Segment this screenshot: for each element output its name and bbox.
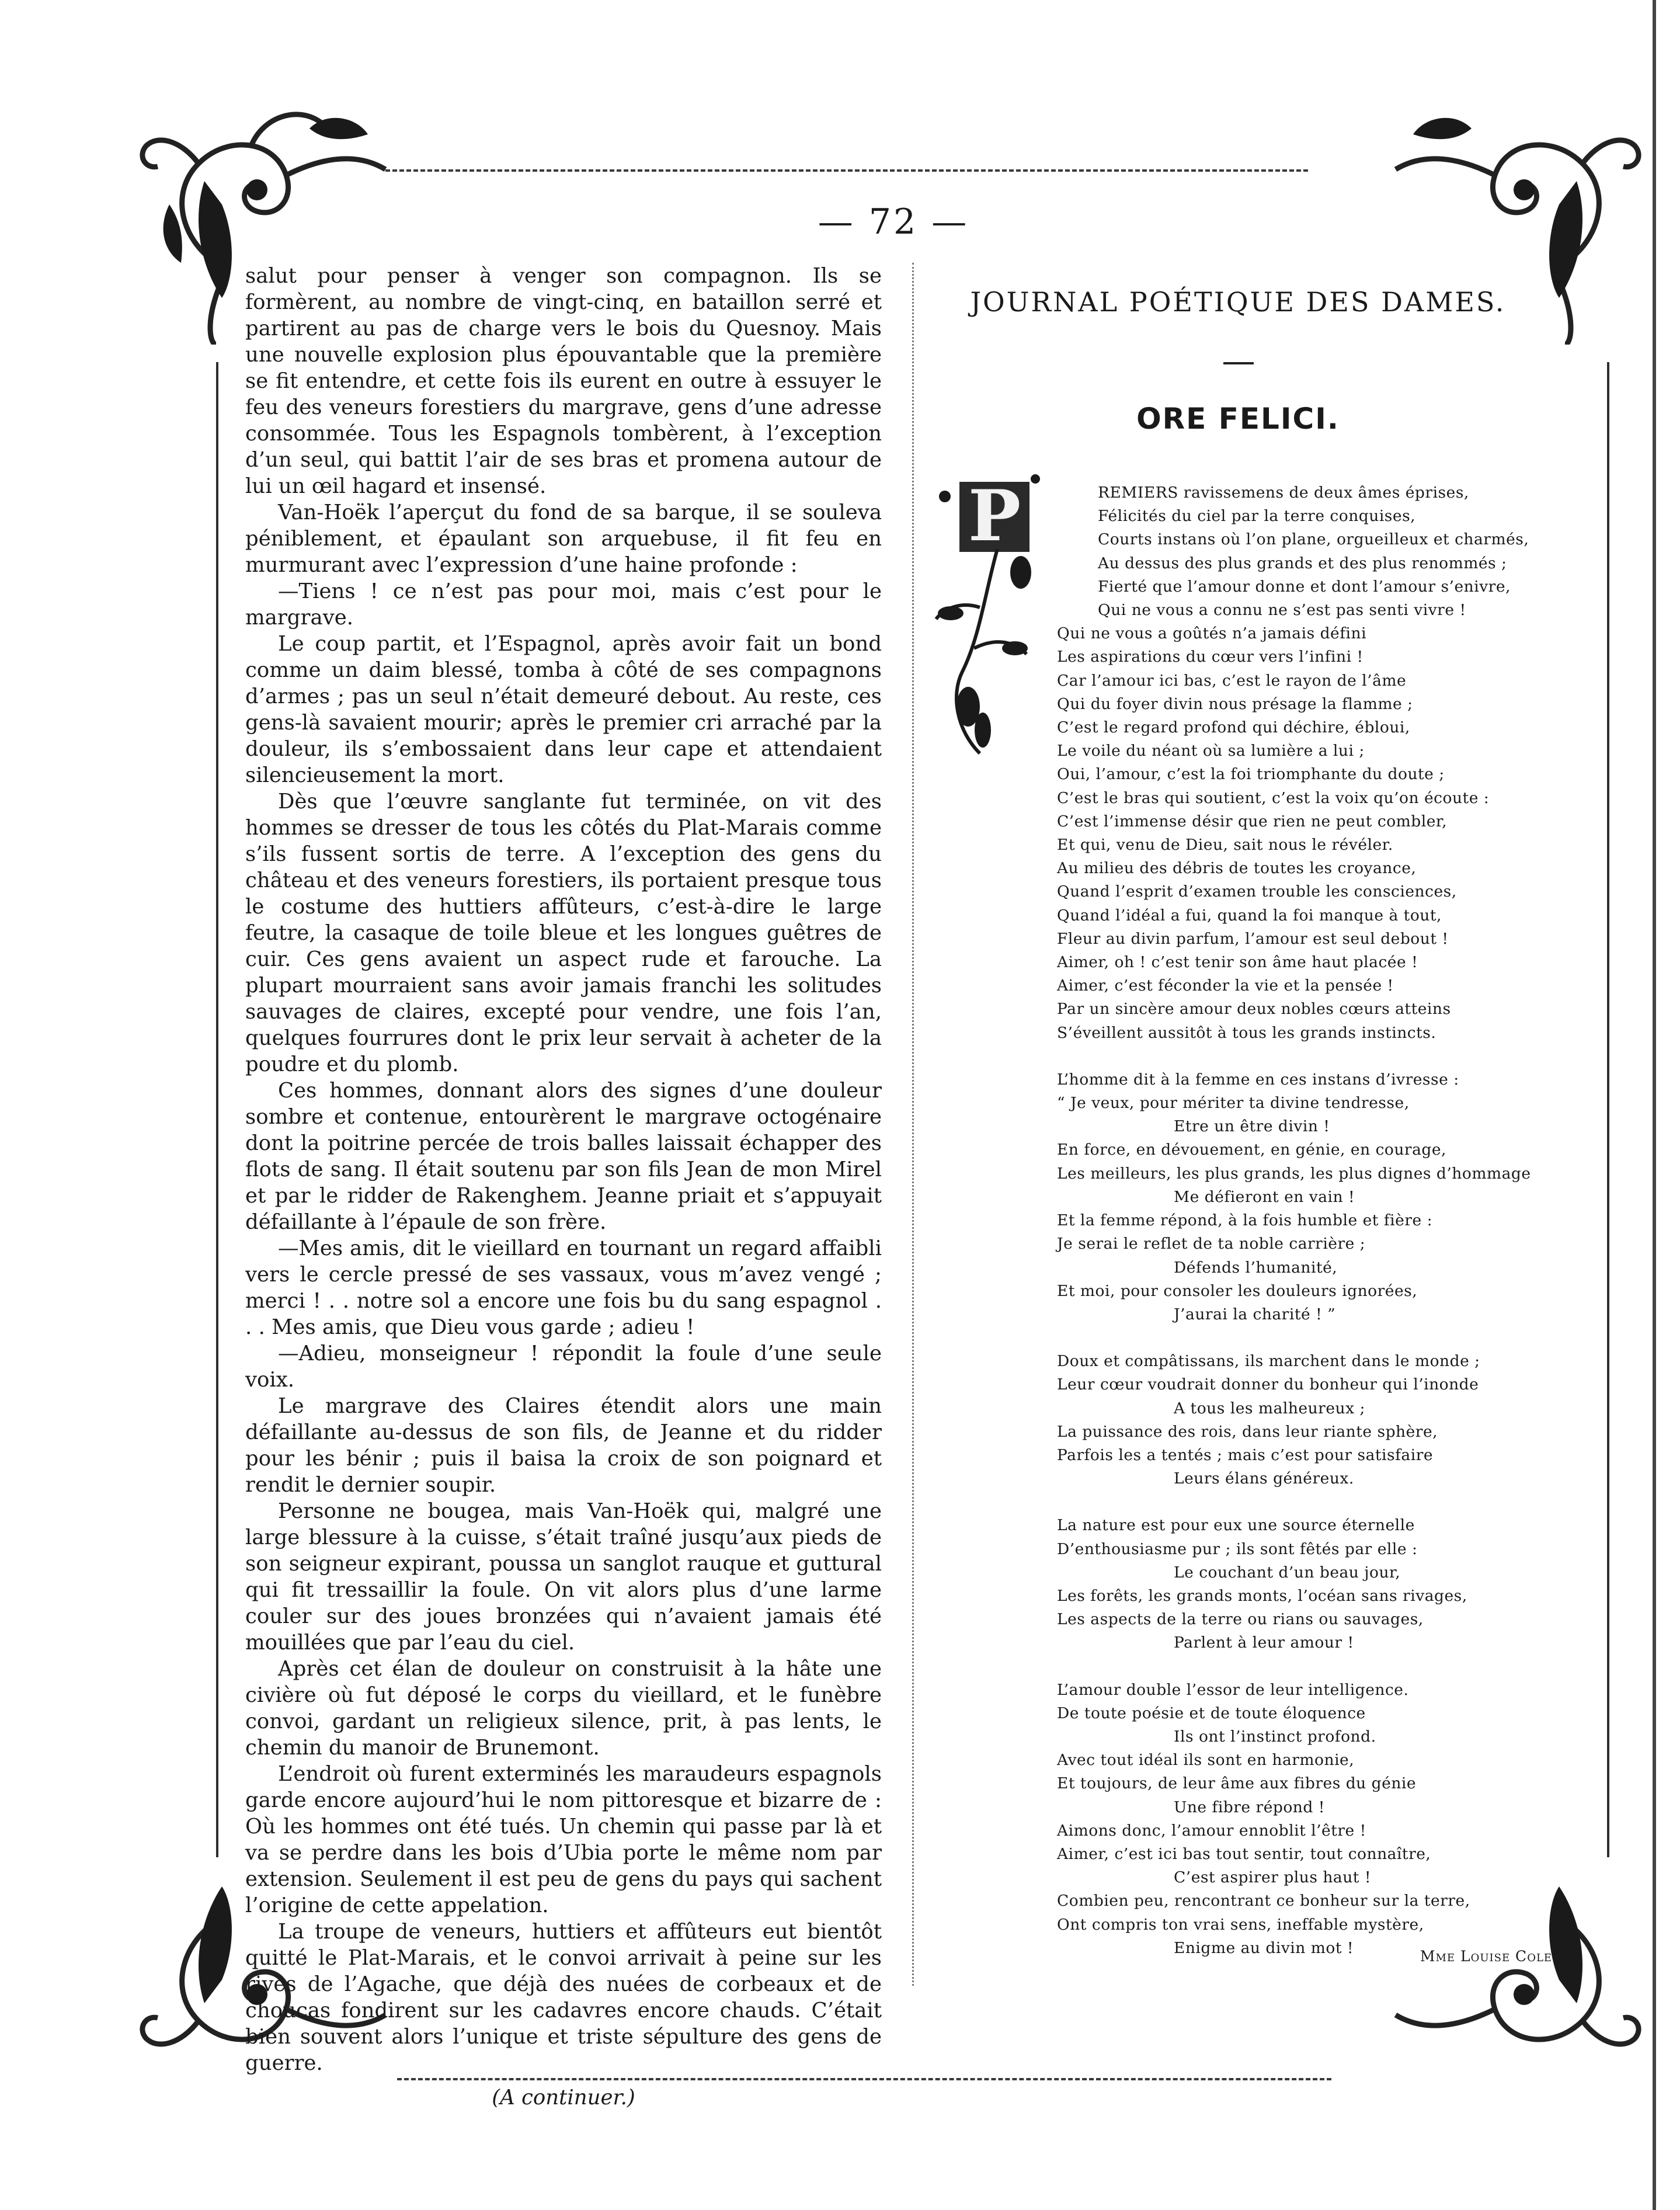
poem-line: A tous les malheureux ; — [1174, 1399, 1365, 1417]
poem-line: Félicités du ciel par la terre conquises, — [1098, 507, 1416, 526]
poem-line: Aimons donc, l’amour ennoblit l’être ! — [1057, 1821, 1366, 1840]
top-border-rule — [385, 169, 1308, 172]
poem-line: Au milieu des débris de toutes les croyance, — [1057, 859, 1417, 878]
poem-line: Et la femme répond, à la fois humble et fière : — [1057, 1211, 1433, 1230]
paragraph: —Tiens ! ce n’est pas pour moi, mais c’est pour le margrave. — [245, 579, 882, 630]
dropcap-letter: P — [968, 475, 1021, 557]
title-separator — [1223, 362, 1254, 364]
poem-stanza — [1057, 1679, 1501, 1960]
poem-line: Quand l’idéal a fui, quand la foi manque à tout, — [1057, 906, 1442, 925]
poem-line: La nature est pour eux une source éternelle — [1057, 1516, 1415, 1535]
paragraph: Le coup partit, et l’Espagnol, après avoir fait un bond comme un daim blessé, tomba à côté de ses compagnons d’armes ; pas un seul n’était demeuré debout. Au reste, ces gens-là savaient mourir; après le premier cri arraché par la douleur, ils s’embossaient dans leur cape et attendaient silencieusement la mort. — [245, 632, 882, 787]
poem-line: Car l’amour ici bas, c’est le rayon de l’âme — [1057, 671, 1407, 690]
poem-line: Ils ont l’instinct profond. — [1174, 1727, 1376, 1746]
poem-line: Aimer, c’est féconder la vie et la pensée ! — [1057, 977, 1394, 995]
poem-stanza — [1057, 1068, 1531, 1326]
poem-line: Le couchant d’un beau jour, — [1174, 1563, 1401, 1582]
poem-line: Le voile du néant où sa lumière a lui ; — [1057, 742, 1365, 760]
paragraph: La troupe de veneurs, huttiers et affûteurs eut bientôt quitté le Plat-Marais, et le convoi arrivait à peine sur les rives de l’Agache, que déjà des nuées de corbeaux et de choucas fondirent sur les cadavres encore chauds. C’était bien souvent alors l’unique et triste sépulture des gens de guerre. — [245, 1920, 882, 2075]
poem-line: Une fibre répond ! — [1174, 1798, 1325, 1816]
poem-line: Etre un être divin ! — [1174, 1117, 1330, 1136]
poem-line: Oui, l’amour, c’est la foi triomphante du doute ; — [1057, 765, 1445, 784]
illustrated-dropcap — [927, 461, 1044, 765]
poem-line: “ Je veux, pour mériter ta divine tendresse, — [1057, 1094, 1410, 1113]
poem-line: Les aspects de la terre ou rians ou sauvages, — [1057, 1610, 1424, 1629]
poem-line: La puissance des rois, dans leur riante sphère, — [1057, 1422, 1438, 1441]
poem-line: REMIERS ravissemens de deux âmes éprises, — [1098, 484, 1469, 502]
poem-line: Qui du foyer divin nous présage la flamme ; — [1057, 694, 1413, 713]
poem-stanza — [1057, 481, 1529, 1045]
poem-line: Parfois les a tentés ; mais c’est pour satisfaire — [1057, 1445, 1434, 1464]
poem-line: Avec tout idéal ils sont en harmonie, — [1057, 1751, 1355, 1770]
paragraph: Le margrave des Claires étendit alors une main défaillante au-dessus de son fils, de Jeanne et du ridder pour les bénir ; puis il baisa la croix de son poignard et rendit le dernier soupir. — [245, 1394, 882, 1497]
poem-line: Au dessus des plus grands et des plus renommés ; — [1098, 554, 1507, 572]
poem-line: Je serai le reflet de ta noble carrière ; — [1057, 1235, 1366, 1253]
poem-line: C’est l’immense désir que rien ne peut combler, — [1057, 812, 1448, 831]
poem-line: C’est le bras qui soutient, c’est la voix qu’on écoute : — [1057, 788, 1490, 807]
paragraph: Dès que l’œuvre sanglante fut terminée, on vit des hommes se dresser de tous les côtés du Plat-Marais comme s’ils fussent sortis de terre. A l’exception des gens du château et des veneurs forestiers, ils portaient presque tous le costume des huttiers affûteurs, c’est-à-dire le large feutre, la casaque de toile bleue et les longues guêtres de cuir. Ces gens avaient un aspect rude et farouche. La plupart mourraient sans avoir jamais franchi les solitudes sauvages de claires, excepté pour vendre, une fois l’an, quelques fourrures dont le prix leur servait à acheter de la poudre et du plomb. — [245, 790, 882, 1076]
poem-line: De toute poésie et de toute éloquence — [1057, 1704, 1366, 1722]
poem-line: S’éveillent aussitôt à tous les grands instincts. — [1057, 1023, 1436, 1042]
poem-line: Ont compris ton vrai sens, ineffable mystère, — [1057, 1915, 1424, 1934]
poem-line: Doux et compâtissans, ils marchent dans le monde ; — [1057, 1352, 1480, 1371]
left-border-rule — [216, 362, 218, 1857]
poem-line: Combien peu, rencontrant ce bonheur sur la terre, — [1057, 1892, 1470, 1910]
poem-line: Par un sincère amour deux nobles cœurs atteins — [1057, 1000, 1451, 1019]
poem-line: Me défieront en vain ! — [1174, 1187, 1355, 1206]
paragraph: —Adieu, monseigneur ! répondit la foule d’une seule voix. — [245, 1342, 882, 1392]
right-border-rule — [1607, 362, 1609, 1857]
poem-stanza — [1057, 1514, 1501, 1655]
poem-line: Fierté que l’amour donne et dont l’amour s’enivre, — [1098, 577, 1511, 596]
poem-line: Enigme au divin mot ! — [1174, 1938, 1354, 1957]
poem-line: Les aspirations du cœur vers l’infini ! — [1057, 648, 1364, 666]
poem-line: L’amour double l’essor de leur intelligence. — [1057, 1680, 1409, 1699]
paragraph: salut pour penser à venger son compagnon. Ils se formèrent, au nombre de vingt-cinq, en bataillon serré et partirent au pas de charge vers le bois du Quesnoy. Mais une nouvelle explosion plus épouvantable que la première se fit entendre, et cette fois ils eurent en outre à essuyer le feu des veneurs forestiers du margrave, gens d’une adresse consommée. Tous les Espagnols tombèrent, à l’exception d’un seul, qui battit l’air de ses bras et promena autour de lui un œil hagard et insensé. — [245, 264, 882, 498]
poem-line: Qui ne vous a connu ne s’est pas senti vivre ! — [1098, 601, 1466, 620]
poem-line: L’homme dit à la femme en ces instans d’ivresse : — [1057, 1070, 1459, 1089]
poem-stanza — [1057, 1350, 1501, 1490]
poem-body — [1057, 481, 1531, 1983]
journal-title: JOURNAL POÉTIQUE DES DAMES. — [970, 286, 1506, 318]
poem-line: Courts instans où l’on plane, orgueilleux et charmés, — [1098, 530, 1529, 549]
poem-line: Leur cœur voudrait donner du bonheur qui l’inonde — [1057, 1375, 1479, 1394]
scan-edge-shadow — [1653, 0, 1656, 2210]
paragraph: Van-Hoëk l’aperçut du fond de sa barque, il se souleva péniblement, et épaulant son arquebuse, il fit feu en murmurant avec l’expression d’une haine profonde : — [245, 501, 882, 577]
poem-line: Leurs élans généreux. — [1174, 1469, 1354, 1488]
poem-line: Aimer, oh ! c’est tenir son âme haut placée ! — [1057, 953, 1418, 972]
poem-line: Fleur au divin parfum, l’amour est seul debout ! — [1057, 929, 1449, 948]
poem-line: D’enthousiasme pur ; ils sont fêtés par elle : — [1057, 1540, 1418, 1558]
poem-line: Parlent à leur amour ! — [1174, 1634, 1354, 1652]
paragraph: —Mes amis, dit le vieillard en tournant un regard affaibli vers le cercle pressé de ses vassaux, vous m’avez vengé ; merci ! . . notre sol a encore une fois bu du sang espagnol . . . Mes amis, que Dieu vous garde ; adieu ! — [245, 1236, 882, 1339]
paragraph: Ces hommes, donnant alors des signes d’une douleur sombre et contenue, entourèrent le margrave octogénaire dont la poitrine percée de trois balles laissait échapper des flots de sang. Il était soutenu par son fils Jean de mon Mirel et par le ridder de Rakenghem. Jeanne priait et s’appuyait défaillante à l’épaule de son frère. — [245, 1079, 882, 1234]
poem-line: Et moi, pour consoler les douleurs ignorées, — [1057, 1281, 1418, 1300]
poem-line: Aimer, c’est ici bas tout sentir, tout connaître, — [1057, 1844, 1431, 1863]
author-signature: Mme Louise Colet. — [1420, 1948, 1565, 1965]
continued-note: (A continuer.) — [492, 2086, 635, 2110]
page-number: — 72 — — [818, 201, 969, 242]
poem-line: Qui ne vous a goûtés n’a jamais défini — [1057, 624, 1367, 643]
poem-line: En force, en dévouement, en génie, en courage, — [1057, 1141, 1446, 1159]
poem-line: Quand l’esprit d’examen trouble les consciences, — [1057, 882, 1457, 901]
floral-dropcap-icon — [927, 461, 1044, 765]
poem-line: Défends l’humanité, — [1174, 1258, 1338, 1277]
poem-line: Les forêts, les grands monts, l’océan sans rivages, — [1057, 1586, 1467, 1605]
poem-line: Et toujours, de leur âme aux fibres du génie — [1057, 1774, 1417, 1793]
poem-line: C’est aspirer plus haut ! — [1174, 1868, 1372, 1887]
column-divider — [912, 263, 914, 1986]
paragraph: Après cet élan de douleur on construisit à la hâte une civière où fut déposé le corps du vieillard, et le funèbre convoi, gardant un religieux silence, prit, à pas lents, le chemin du manoir de Brunemont. — [245, 1657, 882, 1760]
poem-line: Et qui, venu de Dieu, sait nous le révéler. — [1057, 836, 1393, 854]
poem-line: Les meilleurs, les plus grands, les plus dignes d’hommage — [1057, 1164, 1531, 1183]
left-column-article — [245, 263, 882, 2111]
poem-line: C’est le regard profond qui déchire, ébloui, — [1057, 718, 1410, 737]
poem-title: ORE FELICI. — [1136, 402, 1340, 436]
poem-line: J’aurai la charité ! ” — [1174, 1305, 1336, 1323]
paragraph: Personne ne bougea, mais Van-Hoëk qui, malgré une large blessure à la cuisse, s’était traîné jusqu’aux pieds de son seigneur expirant, poussa un sanglot rauque et guttural qui fit tressaillir la foule. On vit alors plus d’une larme couler sur des joues bronzées qui n’avaient jamais été mouillées que par l’eau du ciel. — [245, 1499, 882, 1655]
paragraph: L’endroit où furent exterminés les maraudeurs espagnols garde encore aujourd’hui le nom pittoresque et bizarre de : Où les hommes ont été tués. Un chemin qui passe par là et va se perdre dans les bois d’Ubia porte le même nom par extension. Seulement il est peu de gens du pays qui sachent l’origine de cette appelation. — [245, 1762, 882, 1917]
